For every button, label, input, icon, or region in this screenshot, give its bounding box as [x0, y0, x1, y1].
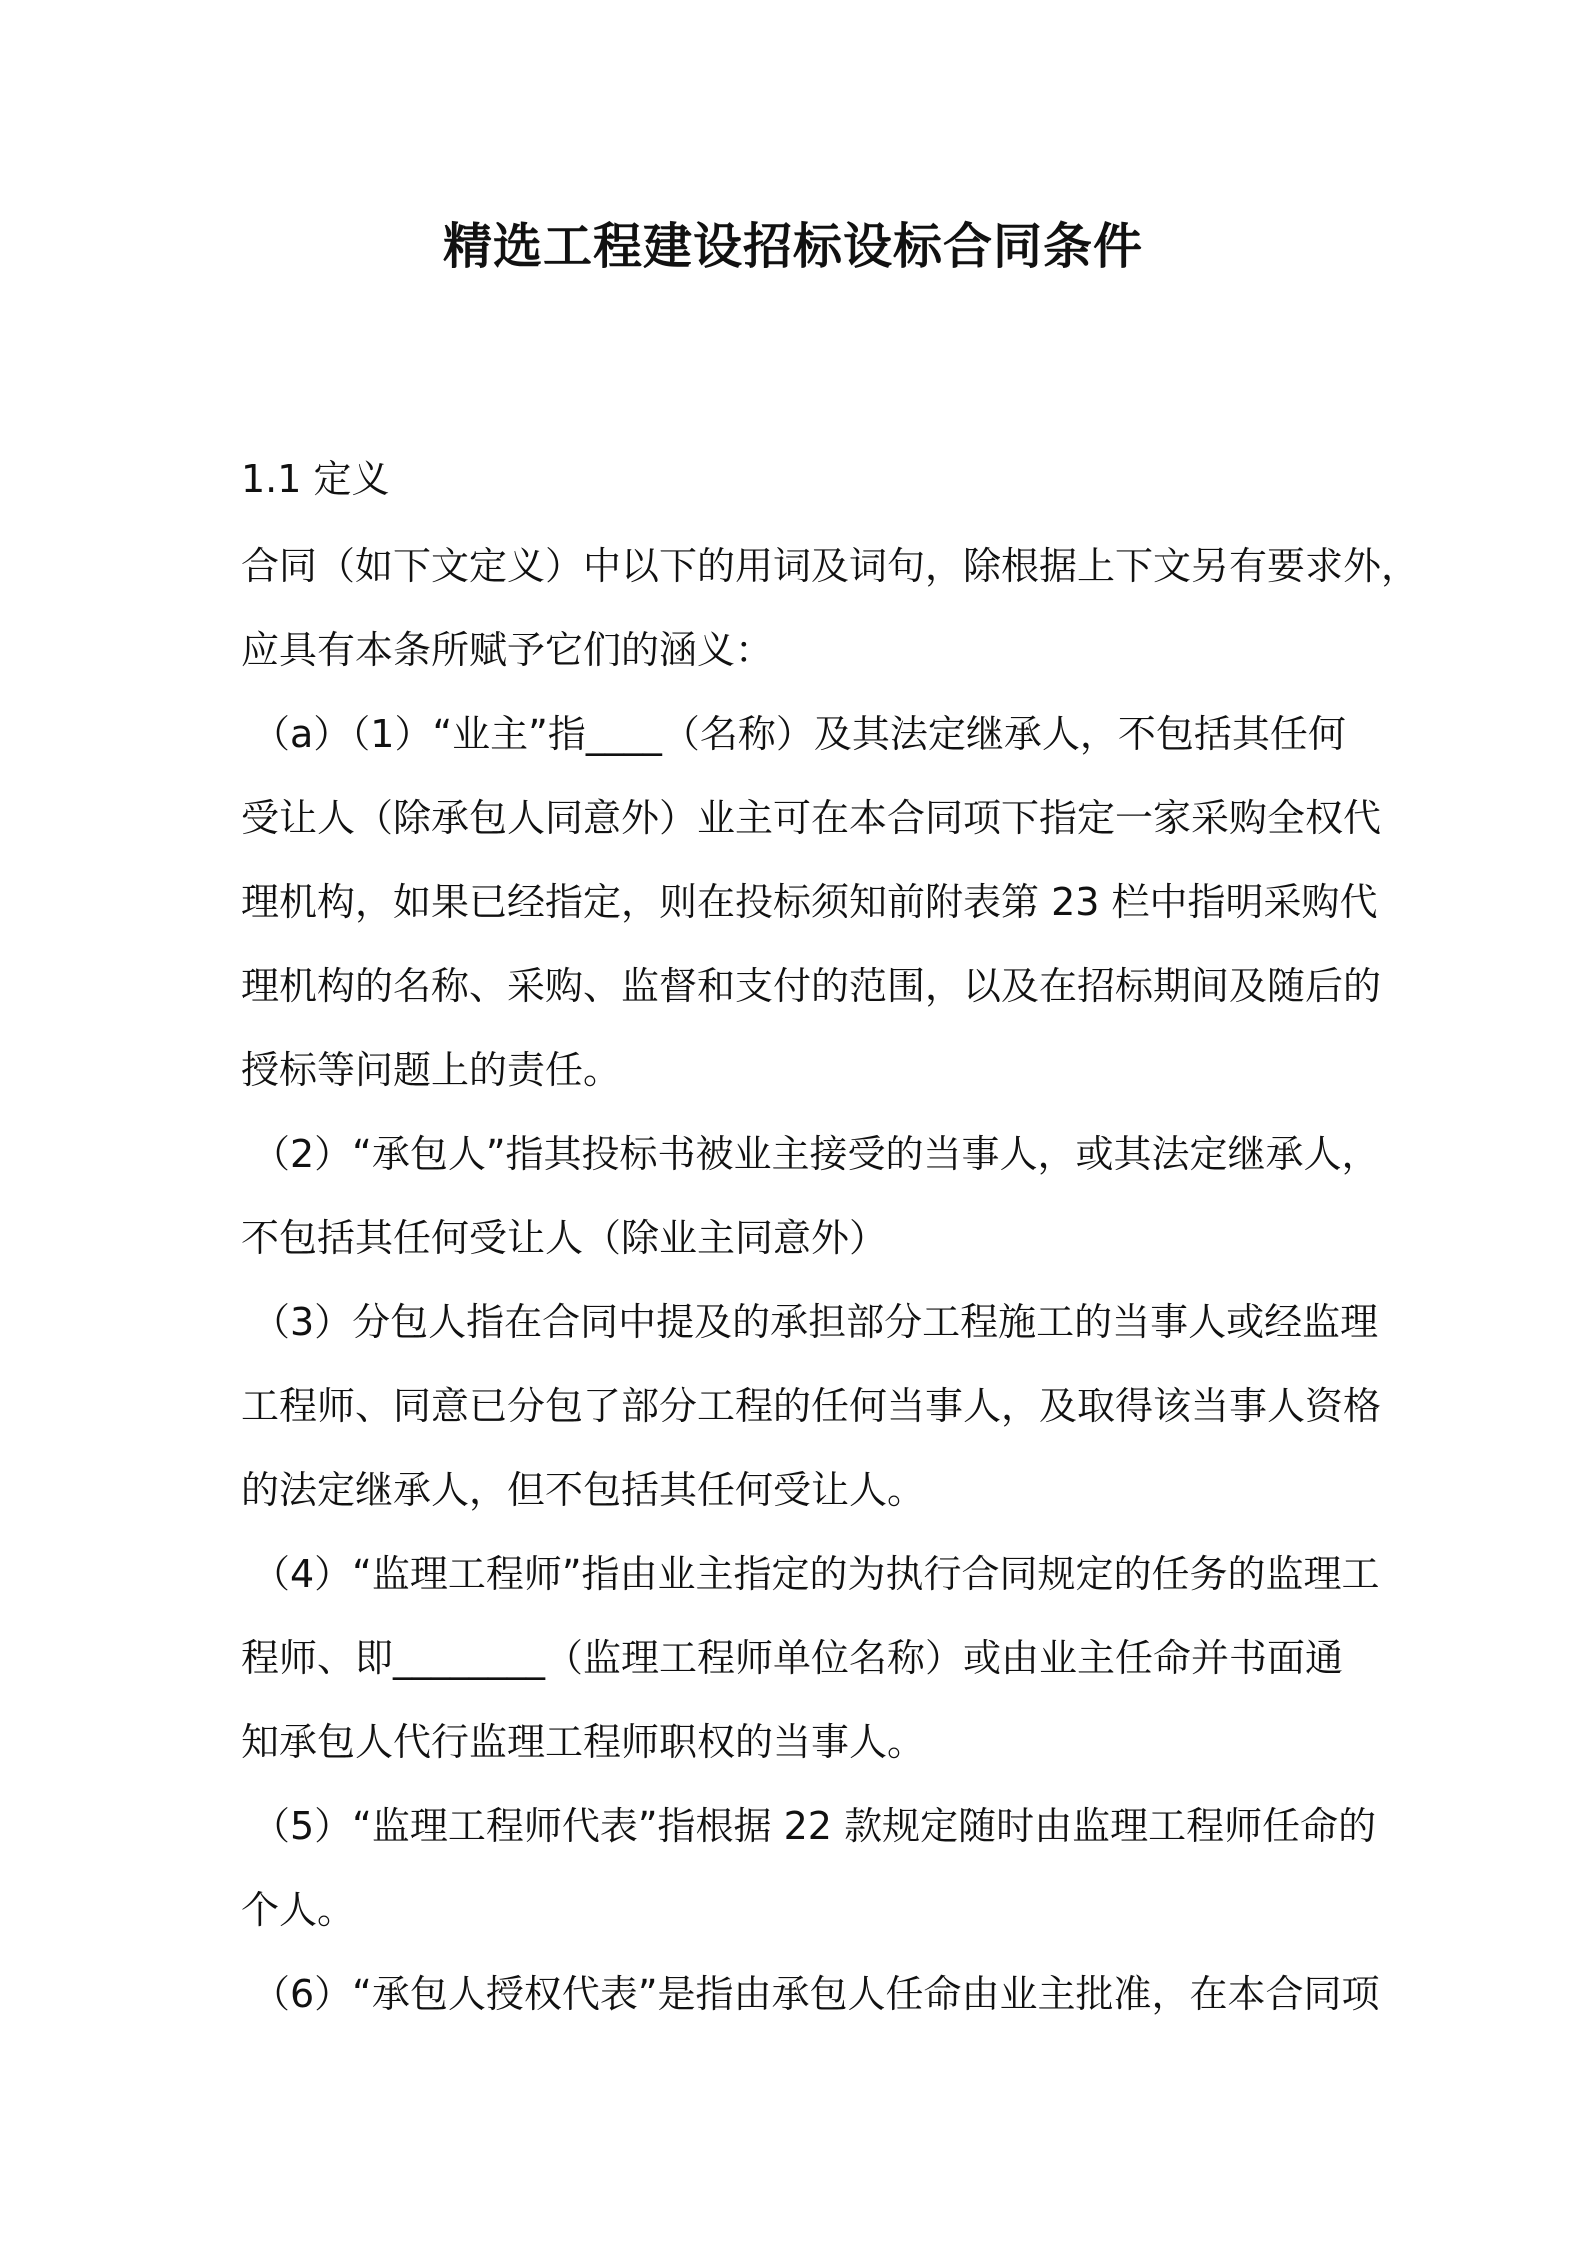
- document-title: 精选工程建设招标设标合同条件: [442, 218, 1143, 275]
- paragraph-line: 个人。: [241, 1888, 356, 1932]
- paragraph-line: 不包括其任何受让人（除业主同意外）: [241, 1216, 888, 1260]
- paragraph-line: （5）“监理工程师代表”指根据 22 款规定随时由监理工程师任命的: [252, 1804, 1377, 1848]
- paragraph-line: 受让人（除承包人同意外）业主可在本合同项下指定一家采购全权代: [241, 796, 1382, 840]
- paragraph-line: 程师、即________（监理工程师单位名称）或由业主任命并书面通: [241, 1636, 1344, 1680]
- paragraph-line: （a）（1）“业主”指____（名称）及其法定继承人，不包括其任何: [252, 712, 1346, 756]
- paragraph-line: 工程师、同意已分包了部分工程的任何当事人，及取得该当事人资格: [241, 1384, 1382, 1428]
- paragraph-line: （6）“承包人授权代表”是指由承包人任命由业主批准，在本合同项: [252, 1972, 1380, 2016]
- paragraph-line: （4）“监理工程师”指由业主指定的为执行合同规定的任务的监理工: [252, 1552, 1380, 1596]
- paragraph-line: （2）“承包人”指其投标书被业主接受的当事人，或其法定继承人，: [252, 1132, 1380, 1176]
- paragraph-line: 理机构的名称、采购、监督和支付的范围，以及在招标期间及随后的: [241, 964, 1382, 1008]
- paragraph-line: 应具有本条所赋予它们的涵义：: [241, 628, 774, 672]
- paragraph-line: 知承包人代行监理工程师职权的当事人。: [241, 1720, 926, 1764]
- section-heading: 1.1 定义: [241, 457, 390, 501]
- paragraph-line: 授标等问题上的责任。: [241, 1048, 622, 1092]
- paragraph-line: 理机构，如果已经指定，则在投标须知前附表第 23 栏中指明采购代: [241, 880, 1378, 924]
- paragraph-line: 的法定继承人，但不包括其任何受让人。: [241, 1468, 926, 1512]
- paragraph-line: （3）分包人指在合同中提及的承担部分工程施工的当事人或经监理: [252, 1300, 1379, 1344]
- paragraph-line: 合同（如下文定义）中以下的用词及词句，除根据上下文另有要求外，: [241, 544, 1420, 588]
